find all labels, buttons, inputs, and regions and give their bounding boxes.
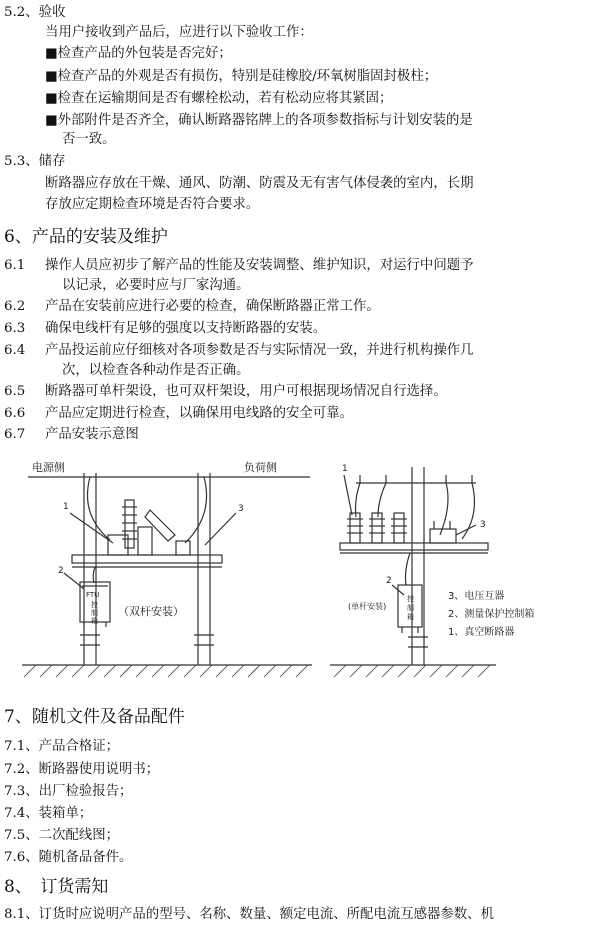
item-text-cont: 次，以检查各种动作是否正确。: [62, 363, 250, 378]
item-number: 6.3: [4, 321, 26, 336]
legend-item-1: 1、真空断路器: [448, 627, 515, 638]
ctrl-box-char: 箱: [407, 613, 414, 621]
list-item: 7.5、二次配线图；: [4, 828, 120, 843]
ftu-label: FTU: [86, 591, 100, 599]
item-text: 产品应定期进行检查，以确保用电线路的安全可靠。: [45, 406, 353, 421]
item-text-cont: 以记录，必要时应与厂家沟通。: [62, 278, 250, 293]
item-number: 6.5: [4, 384, 26, 399]
item-text: 确保电线杆有足够的强度以支持断路器的安装。: [45, 321, 327, 336]
legend-item-3: 3、电压互器: [448, 591, 505, 602]
item-text: 操作人员应初步了解产品的性能及安装调整、维护知识，对运行中问题予: [45, 258, 474, 273]
callout-3-single: 3: [480, 520, 486, 530]
section-8-title: 8、 订货需知: [4, 877, 109, 897]
item-number: 6.7: [4, 427, 26, 442]
item-text: 产品在安装前应进行必要的检查，确保断路器正常工作。: [45, 299, 380, 314]
bullet-item: ■检查在运输期间是否有螺栓松动，若有松动应将其紧固；: [45, 91, 393, 106]
callout-2-single: 2: [386, 576, 392, 586]
list-item: 7.3、出厂检验报告；: [4, 784, 133, 799]
section-8-line: 8.1、订货时应说明产品的型号、名称、数量、额定电流、所配电流互感器参数、机: [4, 907, 494, 922]
section-5-3-title: 5.3、储存: [4, 154, 66, 169]
ctrl-box-char: 制: [407, 604, 414, 612]
bullet-continuation: 否一致。: [62, 132, 116, 147]
callout-1: 1: [63, 502, 69, 512]
installation-diagram: [0, 440, 600, 695]
list-item: 7.4、装箱单；: [4, 806, 93, 821]
item-number: 6.6: [4, 406, 26, 421]
ctrl-box-char: 控: [407, 595, 414, 603]
bullet-item: ■检查产品的外包装是否完好；: [45, 46, 232, 61]
legend-item-2: 2、测量保护控制箱: [448, 609, 535, 620]
section-5-3-line: 存放应定期检查环境是否符合要求。: [45, 197, 260, 212]
callout-2: 2: [58, 566, 64, 576]
single-pole-label: (单杆安装): [348, 602, 387, 611]
list-item: 7.2、断路器使用说明书；: [4, 762, 160, 777]
ctrl-box-label-double: [91, 600, 98, 625]
double-pole-label: （双杆安装）: [118, 605, 184, 618]
ctrl-box-char: 制: [91, 609, 98, 617]
section-5-2-intro: 当用户接收到产品后，应进行以下验收工作：: [45, 25, 313, 40]
ctrl-box-char: 控: [91, 601, 98, 609]
item-text: 产品安装示意图: [45, 427, 139, 442]
item-number: 6.2: [4, 299, 26, 314]
load-side-label: 负荷侧: [244, 461, 277, 474]
item-number: 6.1: [4, 258, 26, 273]
callout-1-single: 1: [342, 464, 348, 474]
bullet-item: ■检查产品的外观是否有损伤，特别是硅橡胶/环氧树脂固封极柱；: [45, 69, 438, 84]
section-5-2-title: 5.2、验收: [4, 5, 66, 20]
section-5-3-line: 断路器应存放在干燥、通风、防潮、防震及无有害气体侵袭的室内，长期: [45, 176, 474, 191]
bullet-item: ■外部附件是否齐全，确认断路器铭牌上的各项参数指标与计划安装的是: [45, 113, 473, 128]
ctrl-box-text: 控制箱: [0, 440, 49, 459]
callout-3: 3: [238, 504, 244, 514]
ctrl-box-label-single: [407, 594, 414, 621]
item-text: 产品投运前应仔细核对各项参数是否与实际情况一致，并进行机构操作几: [45, 343, 474, 358]
section-6-title: 6、产品的安装及维护: [4, 227, 168, 247]
item-text: 断路器可单杆架设，也可双杆架设，用户可根据现场情况自行选择。: [45, 384, 447, 399]
source-side-label: 电源侧: [32, 461, 65, 474]
section-7-title: 7、随机文件及备品配件: [4, 707, 185, 727]
list-item: 7.1、产品合格证；: [4, 739, 120, 754]
item-number: 6.4: [4, 343, 26, 358]
ctrl-box-char: 箱: [91, 617, 98, 625]
list-item: 7.6、随机备品备件。: [4, 850, 133, 865]
